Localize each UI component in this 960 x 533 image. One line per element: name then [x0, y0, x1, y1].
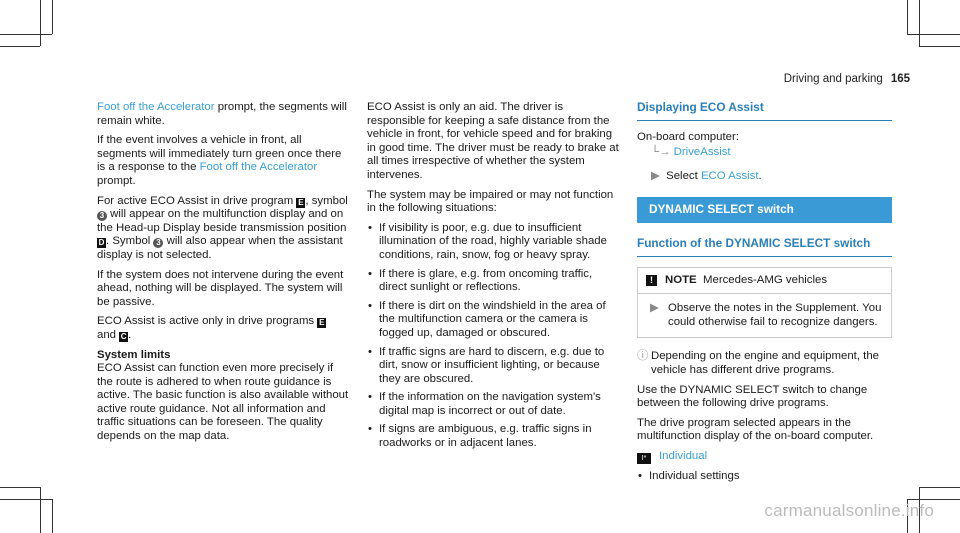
paragraph: Foot off the Accelerator prompt, the segments will remain white. — [97, 101, 347, 127]
list-item: • If there is dirt on the windshield in the area of the multifunction camera or the camera is fogged up, damaged or obscured. — [367, 300, 622, 341]
paragraph: If the system does not intervene during the event ahead, nothing will be displayed. The system will be passive. — [97, 268, 344, 308]
crop-mark — [907, 0, 908, 34]
crop-mark — [40, 0, 41, 46]
paragraph: ECO Assist can function even more precisely if the route is adhered to when route guidance is active. The basic function is also available without active route guidance. Not all information and traffic situations can be foreseen. The quality depends on the map data. — [97, 362, 349, 443]
drive-program-e-icon: E — [298, 197, 304, 207]
paragraph: For active ECO Assist in drive program E , symbol 3 will appear on the multifunction display and on the Head-up Display beside transmission position D . Symbol 3 will also appear when the assistant display is not selected. — [97, 194, 348, 261]
column-1 — [97, 101, 349, 450]
list-item: • If there is glare, e.g. from oncoming traffic, direct sunlight or reflections. — [367, 268, 622, 295]
paragraph: ECO Assist is only an aid. The driver is responsible for keeping a safe distance from the vehicle in front, for vehicle speed and for braking in good time. The driver must be ready to brake at all times irrespective of whether the system intervenes. — [367, 101, 619, 181]
list-item: • If visibility is poor, e.g. due to insufficient illumination of the road, highly variable shade conditions, rain, snow, fog or heavy spray. — [367, 222, 622, 263]
limitations-list — [367, 222, 622, 451]
warning-icon: ! — [646, 275, 657, 286]
step-arrow-icon: ▶ — [651, 169, 660, 182]
page-header — [784, 73, 910, 85]
list-item: • If the information on the navigation system's digital map is incorrect or out of date. — [367, 391, 622, 418]
paragraph: ECO Assist is active only in drive programs E and C . — [97, 315, 325, 341]
crop-mark — [0, 487, 40, 488]
individual-link[interactable]: Individual — [659, 449, 708, 462]
dynamic-select-band: DYNAMIC SELECT switch — [637, 197, 892, 223]
list-item: • If signs are ambiguous, e.g. traffic signs in roadworks or in adjacent lanes. — [367, 423, 622, 450]
drive-program-e-icon: E — [319, 318, 325, 328]
crop-mark — [907, 499, 960, 500]
driveassist-link[interactable]: DriveAssist — [673, 146, 731, 159]
list-item: • Individual settings — [637, 470, 892, 484]
symbol-3-marker: 3 — [97, 211, 107, 221]
info-icon: ⓘ — [637, 350, 649, 363]
paragraph: The system may be impaired or may not function in the following situations: — [367, 188, 614, 215]
note-body: Observe the notes in the Supplement. You could otherwise fail to recognize dangers. — [668, 302, 882, 328]
individual-program-icon: I* — [637, 453, 651, 464]
crop-mark — [919, 46, 960, 47]
note-text: Mercedes-AMG vehicles — [703, 273, 828, 286]
note-box — [637, 267, 892, 339]
column-2 — [367, 101, 622, 456]
accelerator-link[interactable]: Foot off the Accelerator — [97, 101, 215, 113]
system-limits-heading: System limits — [97, 348, 171, 361]
symbol-3-marker: 3 — [153, 238, 163, 248]
crop-mark — [40, 487, 41, 533]
menu-path — [637, 146, 892, 160]
info-paragraph: ⓘ Depending on the engine and equipment, the vehicle has different drive programs. — [637, 350, 879, 376]
crop-mark — [0, 34, 52, 35]
paragraph: If the event involves a vehicle in front, all segments will immediately turn green once there is a response to the Foot off the Accelerator prompt. — [97, 134, 342, 187]
paragraph: On-board computer: — [637, 130, 739, 143]
eco-assist-link[interactable]: ECO Assist — [700, 169, 759, 182]
paragraph: The drive program selected appears in the multifunction display of the on-board computer. — [637, 416, 874, 443]
crop-mark — [919, 0, 920, 46]
transmission-d-icon: D — [98, 238, 105, 248]
page-number: 165 — [890, 73, 910, 85]
crop-mark — [919, 487, 960, 488]
watermark: carmanualsonline.info — [764, 501, 934, 520]
crop-mark — [0, 46, 40, 47]
step-arrow-icon: ▶ — [650, 302, 659, 315]
crop-mark — [52, 499, 53, 533]
individual-list — [637, 470, 892, 484]
eco-assist-heading: Displaying ECO Assist — [637, 101, 892, 121]
instruction-step: ▶ Select ECO Assist. — [651, 169, 762, 182]
individual-row — [637, 450, 892, 464]
list-item: • If traffic signs are hard to discern, e.g. due to dirt, snow or insufficient lighting, or because they are obscured. — [367, 346, 622, 387]
crop-mark — [907, 34, 960, 35]
column-3 — [637, 101, 892, 489]
path-arrow-icon: └→ — [651, 146, 671, 159]
header-section: Driving and parking — [783, 73, 883, 85]
crop-mark — [0, 499, 52, 500]
note-label: NOTE — [665, 273, 697, 286]
crop-mark — [52, 0, 53, 34]
accelerator-link[interactable]: Foot off the Accelerator — [199, 161, 318, 174]
drive-program-c-icon: C — [120, 331, 127, 341]
paragraph: Use the DYNAMIC SELECT switch to change between the following drive programs. — [637, 383, 868, 410]
function-heading: Function of the DYNAMIC SELECT switch — [637, 237, 892, 257]
